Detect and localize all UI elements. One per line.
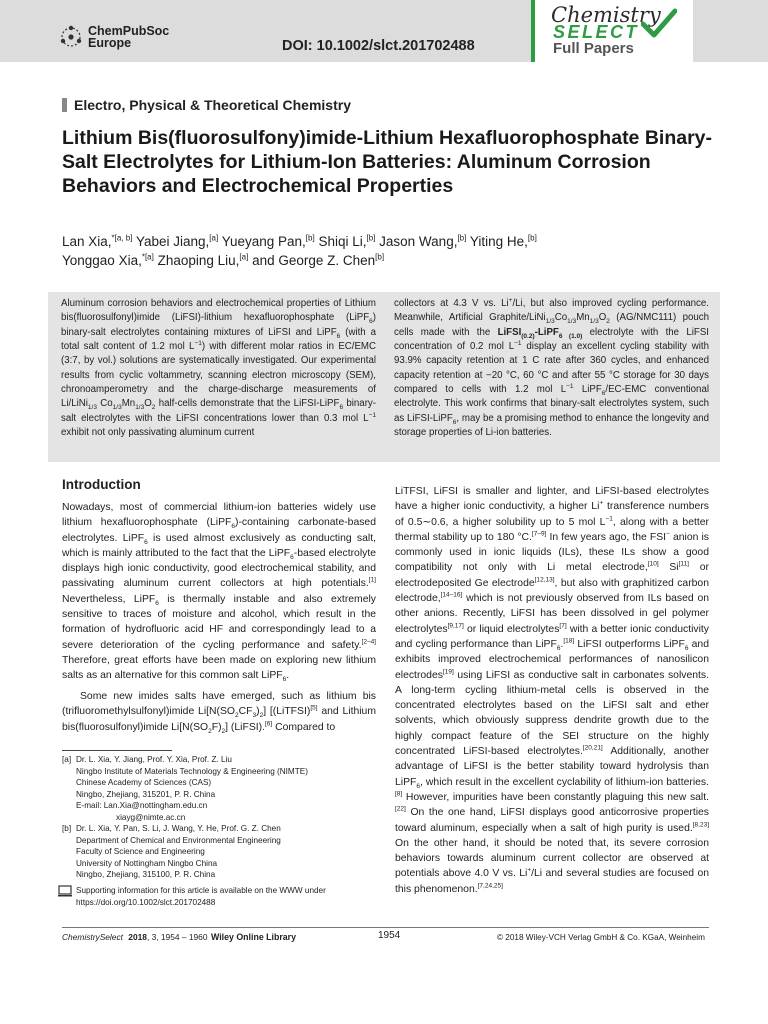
affiliation-line: E-mail: Lan.Xia@nottingham.edu.cn	[76, 801, 208, 811]
author-name: Jason Wang,	[379, 234, 458, 249]
publisher-line2: Europe	[88, 36, 132, 50]
article-type: Full Papers	[553, 40, 634, 57]
author-affiliation-mark: [b]	[366, 233, 376, 243]
affiliation-tag: [a]	[62, 755, 72, 764]
affiliation-line: Ningbo, Zhejiang, 315100, P. R. China	[76, 870, 216, 880]
footer-year: 2018	[128, 932, 147, 942]
author	[222, 234, 315, 249]
section-text: Electro, Physical & Theoretical Chemistry	[74, 97, 351, 113]
article-title: Lithium Bis(fluorosulfony)imide-Lithium Hexafluorophosphate Binary-Salt Electrolytes for Lithium-Ion Batteries: Aluminum Corrosion Behaviors and Electrochemical Properties	[62, 127, 713, 197]
publisher-logo	[58, 24, 169, 50]
footer-citation	[62, 932, 207, 942]
author-name: Yueyang Pan,	[221, 234, 306, 249]
computer-icon	[58, 885, 72, 897]
author	[62, 253, 154, 268]
author-name: Yabei Jiang,	[135, 234, 210, 249]
author-affiliation-mark: *[a]	[141, 252, 154, 262]
checkmark-icon	[641, 8, 677, 38]
author-affiliation-mark: [a]	[209, 233, 219, 243]
affiliation-line: Ningbo Institute of Materials Technology & Engineering (NIMTE)	[76, 766, 308, 776]
author-affiliation-mark: [a]	[239, 252, 249, 262]
abstract-right-column: collectors at 4.3 V vs. Li+/Li, but also improved cycling performance. Meanwhile, Artificial Graphite/$LiNi_{1/3}Co_{1/3}Mn_{1/3}O_2$ (AG/NMC111) pouch cells made with the LiFSI$_{(0.2)}$-LiPF$_{6 (1.0)}$ electrolyte with the LiFSI concentration of 0.2 mol $L^{-1}$ display an excellent cycling stability with 93.9% capacity retention at 1 C rate after 360 cycles, and enhanced capacity retention at −20 °C, 60 °C and after 55 °C storage for 30 days compared to cells with 1.2 mol $L^{-1}$ LiPF$_6$/EC-EMC conventional electrolyte. This work confirms that binary-salt electrolytes system, such as LiFSI-LiPF$_6$, may be a promising method to enhance the longevity and storage properties of Li-ion batteries.	[394, 296, 710, 439]
author-name: Zhaoping Liu,	[157, 253, 240, 268]
author-affiliation-mark: [b]	[375, 252, 385, 262]
author	[379, 234, 466, 249]
page-number: 1954	[378, 930, 401, 941]
author-name: Yonggao Xia,	[62, 253, 142, 268]
affiliation-line: Ningbo, Zhejiang, 315201, P. R. China	[76, 789, 216, 799]
copyright: © 2018 Wiley-VCH Verlag GmbH & Co. KGaA, Weinheim	[497, 933, 705, 942]
author	[252, 253, 384, 268]
affiliation-line: Chinese Academy of Sciences (CAS)	[76, 778, 212, 788]
journal-logo-box	[531, 0, 693, 62]
footer-volume-pages: , 3, 1954 – 1960	[146, 932, 208, 942]
chempubsoc-logo-icon	[58, 24, 84, 50]
author	[158, 253, 249, 268]
publisher-line1: ChemPubSoc	[88, 23, 170, 38]
footer-rule	[62, 927, 709, 928]
supporting-info-text[interactable]: Supporting information for this article is available on the WWW under https://doi.org/10.1002/slct.201702488	[76, 886, 326, 907]
journal-word2: SELECT	[553, 22, 640, 42]
introduction-heading: Introduction	[62, 477, 141, 492]
abstract-box	[48, 292, 720, 462]
section-bar-icon	[62, 98, 67, 112]
author-affiliation-mark: [b]	[527, 233, 537, 243]
author-name: Shiqi Li,	[318, 234, 367, 249]
abstract-left-column: Aluminum corrosion behaviors and electrochemical properties of Lithium bis(fluorosulfonyl)imide (LiFSI)-lithium hexafluorophosphate (LiPF$_6$) binary-salt electrolytes containing mixtures of LiFSI and LiPF$_6$ (with a total salt content of 1.2 mol $L^{-1}$) with different molar ratios in EC/EMC (3:7, by vol.) solutions are systematically investigated. Our experimental results from cyclic voltammetry, scanning electron microscopy (SEM), chronoamperometry and the charge-discharge measurements of Li/LiNi$_{1/3}$ $Co_{1/3}Mn_{1/3}O_2$ half-cells demonstrate that the LiFSI-LiPF$_6$ binary-salt electrolytes with the LiFSI concentrations lower than 0.3 mol $L^{-1}$ exhibit not only passivating aluminum current	[61, 298, 376, 439]
affiliation-b	[62, 823, 392, 881]
affiliation-line: Faculty of Science and Engineering	[76, 847, 205, 857]
affiliation-a	[62, 754, 392, 824]
intro-paragraph-1: Nowadays, most of commercial lithium-ion batteries widely use lithium hexafluorophosphate (LiPF$_6$)-containing carbonate-based electrolytes. LiPF$_6$ is used almost exclusively as conducting salt, which is mainly attributed to the fact that the LiPF$_6$-based electrolyte displays high ionic conductivity, good electrochemical stability, and passivating aluminum current collectors at high potentials.[1] Nevertheless, LiPF$_6$ is thermally instable and also extremely sensitive to traces of moisture and alcohol, which result in the formation of hydrofluoric acid HF and correspondingly lead to a severe deterioration of the cycling performance and safety.[2–4] Therefore, great efforts have been made on exploring new lithium salts as an alternative for this common salt LiPF$_6$.	[62, 502, 376, 684]
affiliation-line: Dr. L. Xia, Y. Jiang, Prof. Y. Xia, Prof. Z. Liu	[76, 755, 232, 764]
author-affiliation-mark: [b]	[305, 233, 315, 243]
author-name: Yiting He,	[469, 234, 528, 249]
affiliation-line: Department of Chemical and Environmental Engineering	[76, 835, 281, 845]
author	[318, 234, 375, 249]
section-label	[62, 97, 351, 113]
affiliation-line: xiayg@nimte.ac.cn	[116, 812, 186, 822]
author-name: and George Z. Chen	[252, 253, 376, 268]
supporting-info	[58, 885, 378, 908]
author-affiliation-mark: [b]	[457, 233, 467, 243]
author-affiliation-mark: *[a, b]	[111, 233, 133, 243]
affiliation-line: University of Nottingham Ningbo China	[76, 858, 218, 868]
footnote-rule	[62, 750, 172, 751]
publisher-name	[88, 25, 169, 50]
author-name: Lan Xia,	[62, 234, 112, 249]
affiliation-tag: [b]	[62, 824, 72, 833]
author	[136, 234, 218, 249]
doi[interactable]: DOI: 10.1002/slct.201702488	[282, 38, 475, 54]
affiliation-lines	[76, 754, 392, 824]
author-list	[62, 232, 722, 270]
journal-word1: Chemistry	[551, 3, 661, 27]
footer-journal-name: ChemistrySelect	[62, 932, 123, 942]
wiley-online-library[interactable]: Wiley Online Library	[211, 932, 296, 942]
intro-right-column: LiTFSI, LiFSI is smaller and lighter, and LiFSI-based electrolytes have a higher ionic conductivity, a higher Li+ transference numbers of 0.5∼0.6, a higher solubility up to 5 mol $L^{-1}$, along with a better thermal stability up to 180 °C.[7–9] In few years ago, the FSI− anion is commonly used in ionic liquids (ILs), these ILs show a good compatibility not only with Li metal electrode,[10] Si[11] or electrodeposited Ge electrode[12,13], but also with graphitized carbon electrode,[14–16] which is not previously observed from ILs based on other anions. Recently, LiFSI has been dissolved in gel polymer electrolytes[9,17] or liquid electrolytes[7] with a better ionic conductivity and cycling performance than LiPF$_6$.[18] LiFSI outperforms LiPF$_6$ and exhibits improved electrochemical performances of nanosilicon electrodes[19] using LiFSI as conductive salt in carbonates solvents. A long-term cycling lithium-metal cells is observed in the concentrated electrolytes based on the LiFSI salt and ether solvents, which obviously suppress dendrite growth due to the highly compact feature of the SEI structure on the highly concentrated LiFSI-based electrolytes.[20,21] Additionally, another advantage of LiFSI is the better stability toward hydrolysis than LiPF$_6$, which result in the excellent cyclability of lithium-ion batteries.[8] However, impurities have been constantly plaguing this new salt.[22] On the one hand, LiFSI displays good anticorrosive properties toward aluminum, especially when a salt of high purity is used.[8,23] On the other hand, it should be noted that, its severe corrosion behaviors towards aluminum current collector are observed at potentials above 4.0 V vs. Li+/Li and several studies are focused on this phenomenon.[7,24,25]	[395, 486, 709, 895]
author	[470, 234, 537, 249]
affiliation-lines	[76, 823, 392, 881]
affiliation-line: Dr. L. Xia, Y. Pan, S. Li, J. Wang, Y. He, Prof. G. Z. Chen	[76, 824, 281, 833]
author	[62, 234, 132, 249]
intro-paragraph-2: Some new imides salts have emerged, such as lithium bis (trifluoromethylsulfonyl)imide $Li[N(SO_2CF_3)_2]$ [(LiTFSI)[5] and Lithium bis(fluorosulfonyl)imide $Li[N(SO_2F)_2]$ (LiFSI).[6] Compared to	[62, 691, 376, 735]
